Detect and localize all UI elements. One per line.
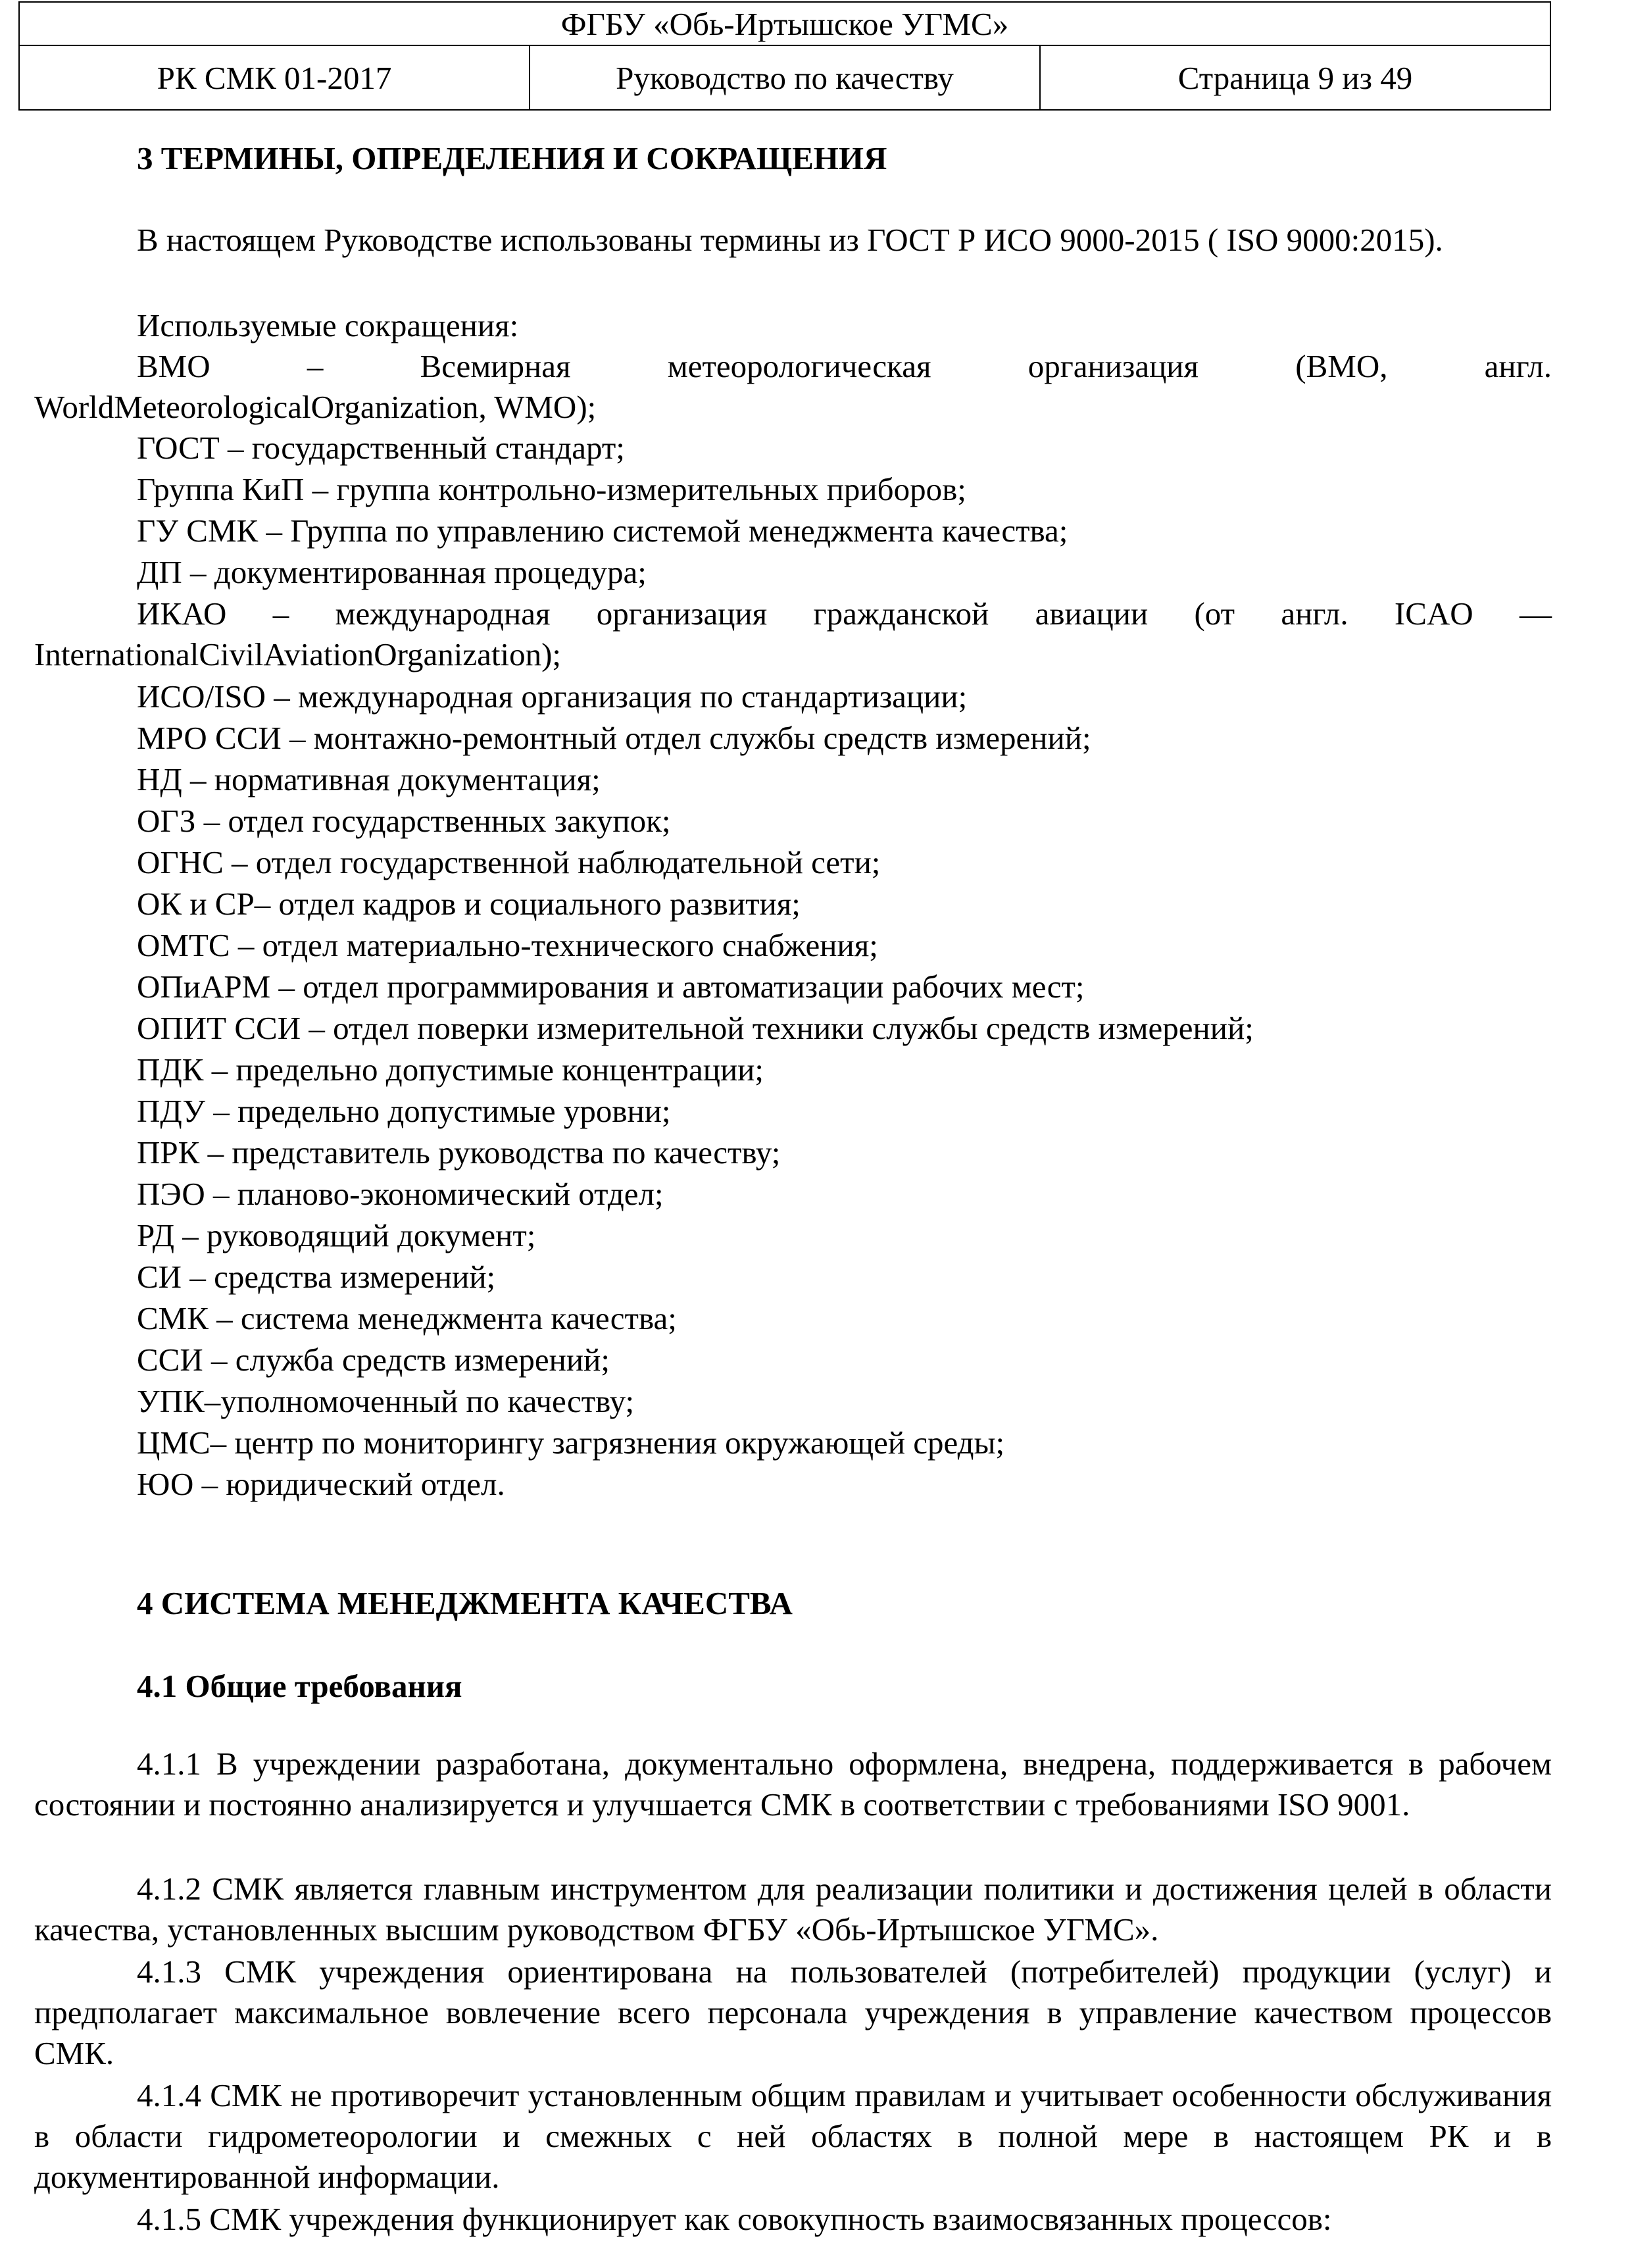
- abbreviations-heading: Используемые сокращения:: [137, 307, 519, 343]
- header-org: ФГБУ «Обь-Иртышское УГМС»: [19, 2, 1550, 45]
- abbr-item: ОГЗ – отдел государственных закупок;: [137, 803, 671, 839]
- abbr-item: ОМТС – отдел материально-технического снабжения;: [137, 927, 878, 963]
- abbr-item: НД – нормативная документация;: [137, 761, 601, 797]
- paragraph-4-1-1: 4.1.1 В учреждении разработана, документально оформлена, внедрена, поддерживается в рабочем состоянии и постоянно анализируется и улучшается СМК в соответствии с требованиями ISO 9001.: [34, 1746, 1552, 1823]
- abbr-item: ОГНС – отдел государственной наблюдательной сети;: [137, 844, 881, 880]
- section-3-intro: В настоящем Руководстве использованы термины из ГОСТ Р ИСО 9000-2015 ( ISO 9000:2015).: [137, 222, 1443, 258]
- abbr-dp: ДП – документированная процедура;: [137, 554, 647, 590]
- abbr-item: ПЭО – планово-экономический отдел;: [137, 1176, 664, 1212]
- abbr-icao-continuation: InternationalCivilAviationOrganization);: [34, 636, 562, 672]
- abbr-wmo-line: ВМО – Всемирная метеорологическая организация (ВМО, англ.: [137, 348, 1552, 384]
- abbr-icao-line: ИКАО – международная организация гражданской авиации (от англ. ICAO —: [137, 595, 1552, 632]
- section-3-title: 3 ТЕРМИНЫ, ОПРЕДЕЛЕНИЯ И СОКРАЩЕНИЯ: [137, 140, 887, 176]
- abbr-item: ОПиАРМ – отдел программирования и автоматизации рабочих мест;: [137, 969, 1085, 1005]
- abbr-item: СМК – система менеджмента качества;: [137, 1300, 677, 1336]
- abbr-item: ПДК – предельно допустимые концентрации;: [137, 1051, 764, 1088]
- abbr-item: ПДУ – предельно допустимые уровни;: [137, 1093, 671, 1129]
- header-page-number: Страница 9 из 49: [1040, 45, 1550, 110]
- abbr-gu-smk: ГУ СМК – Группа по управлению системой менеджмента качества;: [137, 513, 1068, 549]
- abbr-item: ЮО – юридический отдел.: [137, 1466, 505, 1502]
- abbr-item: МРО ССИ – монтажно-ремонтный отдел службы средств измерений;: [137, 720, 1091, 756]
- abbr-item: ОПИТ ССИ – отдел поверки измерительной техники службы средств измерений;: [137, 1010, 1254, 1046]
- abbr-gost: ГОСТ – государственный стандарт;: [137, 430, 625, 466]
- section-4-1-title: 4.1 Общие требования: [137, 1668, 462, 1704]
- abbr-item: УПК–уполномоченный по качеству;: [137, 1383, 635, 1419]
- abbr-item: ПРК – представитель руководства по качеству;: [137, 1134, 781, 1171]
- abbr-item: СИ – средства измерений;: [137, 1259, 496, 1295]
- header-doc-title: Руководство по качеству: [530, 45, 1040, 110]
- section-4-title: 4 СИСТЕМА МЕНЕДЖМЕНТА КАЧЕСТВА: [137, 1585, 793, 1621]
- abbr-item: ССИ – служба средств измерений;: [137, 1342, 610, 1378]
- paragraph-4-1-3: 4.1.3 СМК учреждения ориентирована на пользователей (потребителей) продукции (услуг) и предполагает максимальное вовлечение всего персонала учреждения в управление качеством процессов СМК.: [34, 1953, 1552, 2071]
- paragraph-4-1-5: 4.1.5 СМК учреждения функционирует как совокупность взаимосвязанных процессов:: [137, 2201, 1332, 2237]
- abbr-item: РД – руководящий документ;: [137, 1217, 536, 1253]
- paragraph-4-1-2: 4.1.2 СМК является главным инструментом для реализации политики и достижения целей в области качества, установленных высшим руководством ФГБУ «Обь-Иртышское УГМС».: [34, 1871, 1552, 1948]
- abbr-item: ЦМС– центр по мониторингу загрязнения окружающей среды;: [137, 1424, 1005, 1461]
- paragraph-4-1-4: 4.1.4 СМК не противоречит установленным общим правилам и учитывает особенности обслуживания в области гидрометеорологии и смежных с ней областях в полной мере в настоящем РК и в документированной информации.: [34, 2077, 1552, 2195]
- header-doc-code: РК СМК 01-2017: [19, 45, 530, 110]
- abbr-wmo-continuation: WorldMeteorologicalOrganization, WMO);: [34, 389, 597, 425]
- document-header: [18, 1, 1551, 111]
- abbr-kip: Группа КиП – группа контрольно-измерительных приборов;: [137, 471, 966, 507]
- abbr-item: ОК и СР– отдел кадров и социального развития;: [137, 886, 801, 922]
- abbr-item: ИСО/ISO – международная организация по стандартизации;: [137, 678, 968, 715]
